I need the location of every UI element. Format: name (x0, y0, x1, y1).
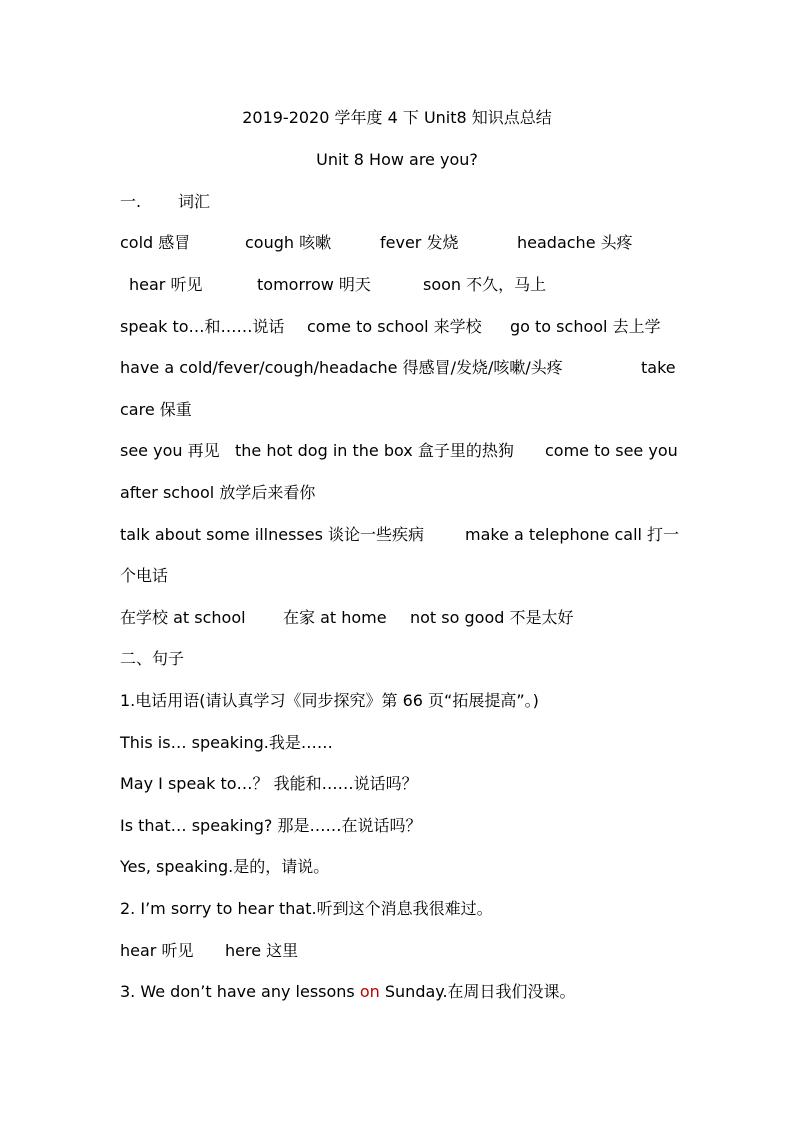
vocab-item: come to school 来学校 (307, 317, 482, 336)
vocab-item: hear 听见 (129, 275, 203, 294)
vocab-row-4-continued: care 保重 (120, 400, 192, 419)
sentence-text: Sunday.在周日我们没课。 (379, 982, 576, 1001)
sentence-line (120, 981, 576, 1003)
vocab-item: cold 感冒 (120, 233, 191, 252)
document-subtitle: Unit 8 How are you? (316, 150, 478, 169)
vocab-item: tomorrow 明天 (257, 275, 371, 294)
section-heading-sentences: 二、句子 (120, 649, 185, 668)
vocab-row-6-continued: 个电话 (120, 566, 169, 585)
sentence-line: This is… speaking.我是…… (120, 733, 333, 752)
vocab-item: not so good 不是太好 (410, 608, 574, 627)
highlighted-word: on (359, 982, 380, 1001)
vocab-item: make a telephone call 打一 (465, 525, 680, 544)
section-title: 词汇 (178, 192, 211, 211)
vocab-item: hear 听见 (120, 941, 194, 960)
vocab-item: have a cold/fever/cough/headache 得感冒/发烧/咳嗽/头疼 (120, 358, 563, 377)
vocab-item: take (641, 358, 676, 377)
vocab-item: headache 头疼 (517, 233, 633, 252)
sentence-line: Is that… speaking? 那是……在说话吗？ (120, 816, 422, 835)
vocab-item: here 这里 (225, 941, 299, 960)
vocab-item: cough 咳嗽 (245, 233, 332, 252)
vocab-item: the hot dog in the box 盒子里的热狗 (235, 441, 514, 460)
sentence-line: 2. I’m sorry to hear that.听到这个消息我很难过。 (120, 899, 493, 918)
document-title: 2019-2020 学年度 4 下 Unit8 知识点总结 (242, 108, 552, 127)
vocab-item: go to school 去上学 (510, 317, 661, 336)
vocab-item: 在家 at home (283, 608, 387, 627)
vocab-row-5-continued: after school 放学后来看你 (120, 483, 316, 502)
vocab-item: speak to…和……说话 (120, 317, 285, 336)
vocab-item: come to see you (545, 441, 678, 460)
vocab-item: talk about some illnesses 谈论一些疾病 (120, 525, 425, 544)
sentence-text: 3. We don’t have any lessons (120, 982, 360, 1001)
vocab-item: soon 不久，马上 (423, 275, 547, 294)
vocab-item: 在学校 at school (120, 608, 246, 627)
sentence-line: Yes, speaking.是的，请说。 (120, 857, 330, 876)
section-number: 一. (120, 192, 142, 211)
sentence-line: May I speak to…？ 我能和……说话吗？ (120, 774, 418, 793)
sentence-line: 1.电话用语(请认真学习《同步探究》第 66 页“拓展提高”。) (120, 691, 539, 710)
vocab-item: fever 发烧 (380, 233, 459, 252)
vocab-item: see you 再见 (120, 441, 220, 460)
